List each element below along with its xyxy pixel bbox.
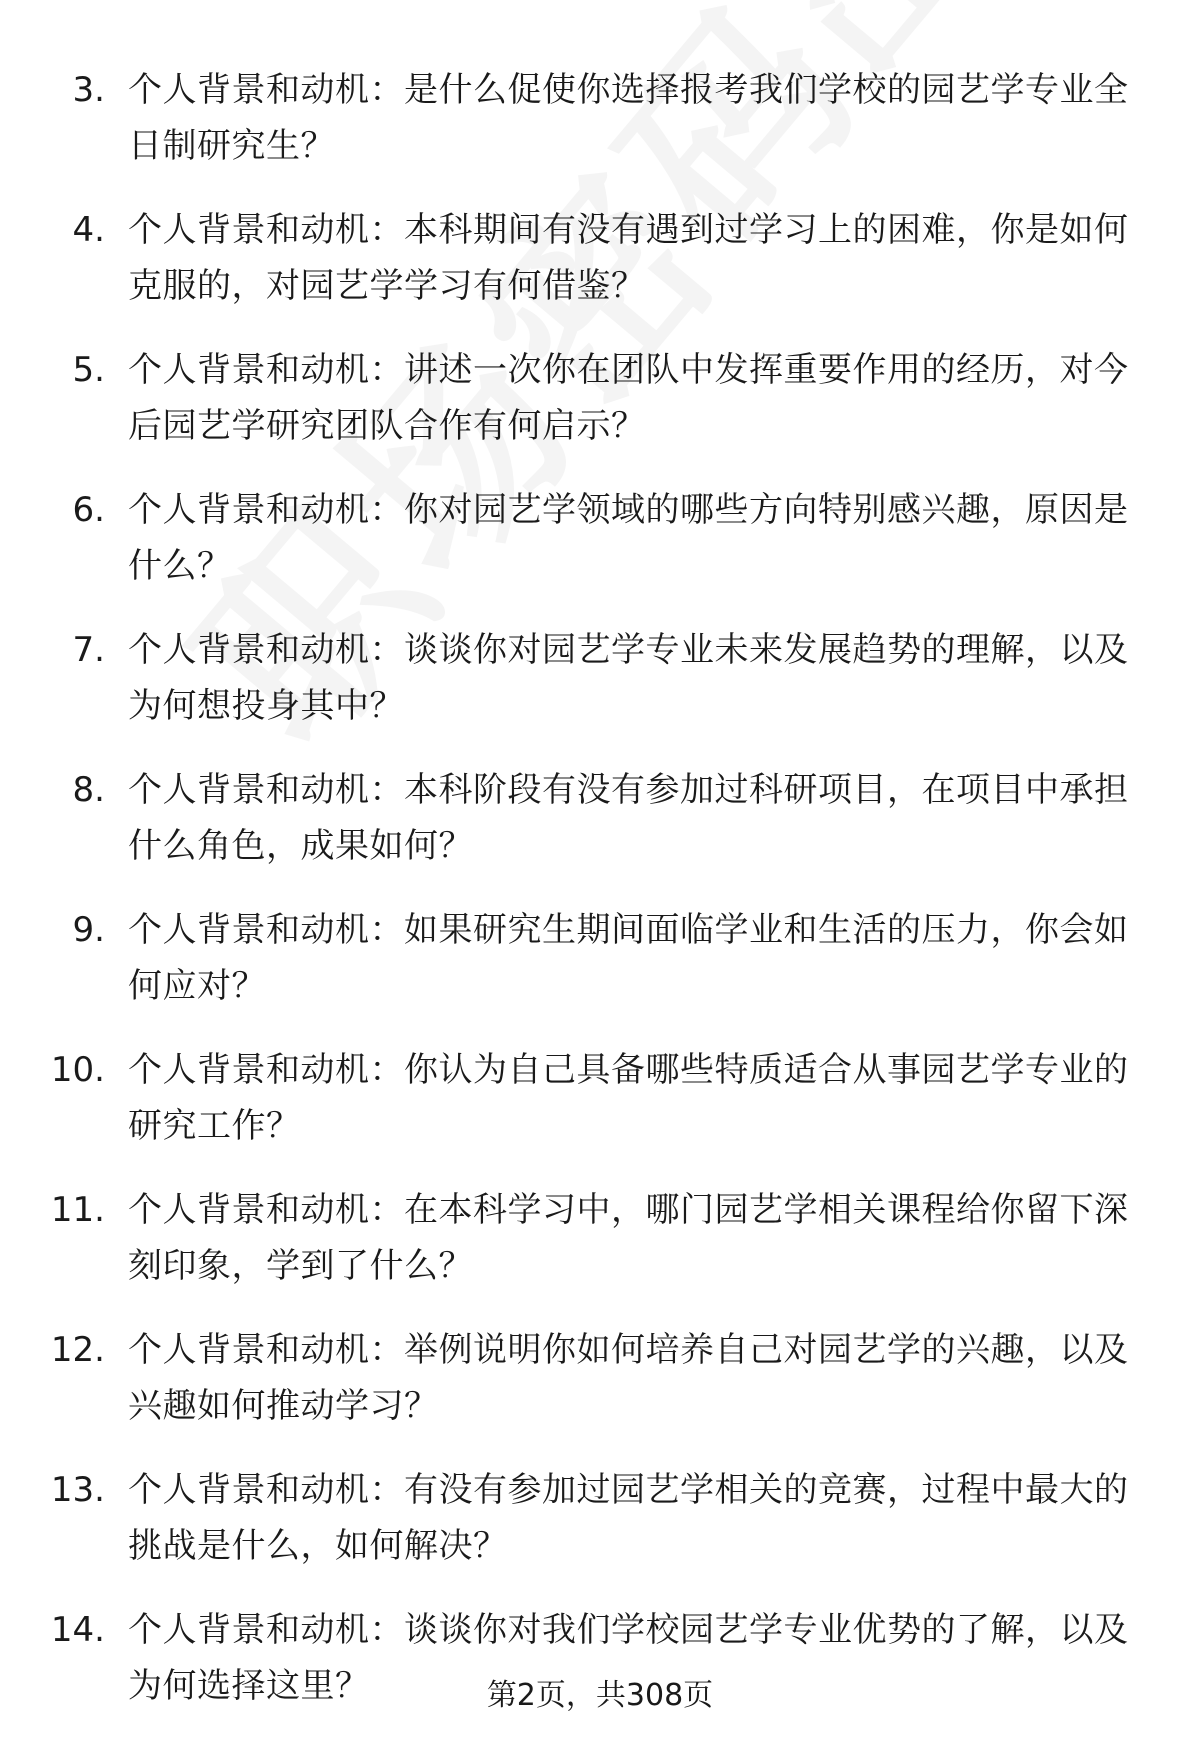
question-item	[0, 1602, 1200, 1742]
question-item	[0, 1182, 1200, 1322]
question-text: 个人背景和动机：举例说明你如何培养自己对园艺学的兴趣，以及兴趣如何推动学习？	[128, 1330, 1129, 1426]
question-text: 个人背景和动机：你认为自己具备哪些特质适合从事园艺学专业的研究工作？	[128, 1050, 1129, 1146]
question-text: 个人背景和动机：谈谈你对我们学校园艺学专业优势的了解，以及为何选择这里？	[128, 1610, 1129, 1706]
question-text: 个人背景和动机：在本科学习中，哪门园艺学相关课程给你留下深刻印象，学到了什么？	[128, 1190, 1129, 1286]
question-number: 10.	[50, 1050, 105, 1090]
question-number: 9.	[72, 910, 105, 950]
question-item	[0, 482, 1200, 622]
question-text: 个人背景和动机：你对园艺学领域的哪些方向特别感兴趣，原因是什么？	[128, 490, 1129, 586]
question-text: 个人背景和动机：本科期间有没有遇到过学习上的困难，你是如何克服的，对园艺学学习有何借鉴？	[128, 210, 1129, 306]
question-number: 8.	[72, 770, 105, 810]
question-number: 5.	[72, 350, 105, 390]
question-item	[0, 1322, 1200, 1462]
question-text: 个人背景和动机：是什么促使你选择报考我们学校的园艺学专业全日制研究生？	[128, 70, 1129, 166]
page-number-footer: 第2页，共308页	[486, 1678, 714, 1713]
question-item	[0, 62, 1200, 202]
question-item	[0, 622, 1200, 762]
question-number: 3.	[72, 70, 105, 110]
question-number: 12.	[50, 1330, 105, 1370]
question-text: 个人背景和动机：本科阶段有没有参加过科研项目，在项目中承担什么角色，成果如何？	[128, 770, 1129, 866]
question-number: 7.	[72, 630, 105, 670]
question-item	[0, 1462, 1200, 1602]
question-item	[0, 762, 1200, 902]
question-text: 个人背景和动机：如果研究生期间面临学业和生活的压力，你会如何应对？	[128, 910, 1129, 1006]
question-number: 14.	[50, 1610, 105, 1650]
question-number: 6.	[72, 490, 105, 530]
question-item	[0, 202, 1200, 342]
question-number: 4.	[72, 210, 105, 250]
question-text: 个人背景和动机：谈谈你对园艺学专业未来发展趋势的理解，以及为何想投身其中？	[128, 630, 1129, 726]
question-number: 11.	[50, 1190, 105, 1230]
question-item	[0, 1042, 1200, 1182]
question-number: 13.	[50, 1470, 105, 1510]
question-item	[0, 902, 1200, 1042]
question-text: 个人背景和动机：讲述一次你在团队中发挥重要作用的经历，对今后园艺学研究团队合作有何启示？	[128, 350, 1129, 446]
question-item	[0, 342, 1200, 482]
question-text: 个人背景和动机：有没有参加过园艺学相关的竞赛，过程中最大的挑战是什么，如何解决？	[128, 1470, 1129, 1566]
question-list	[0, 62, 1200, 1742]
